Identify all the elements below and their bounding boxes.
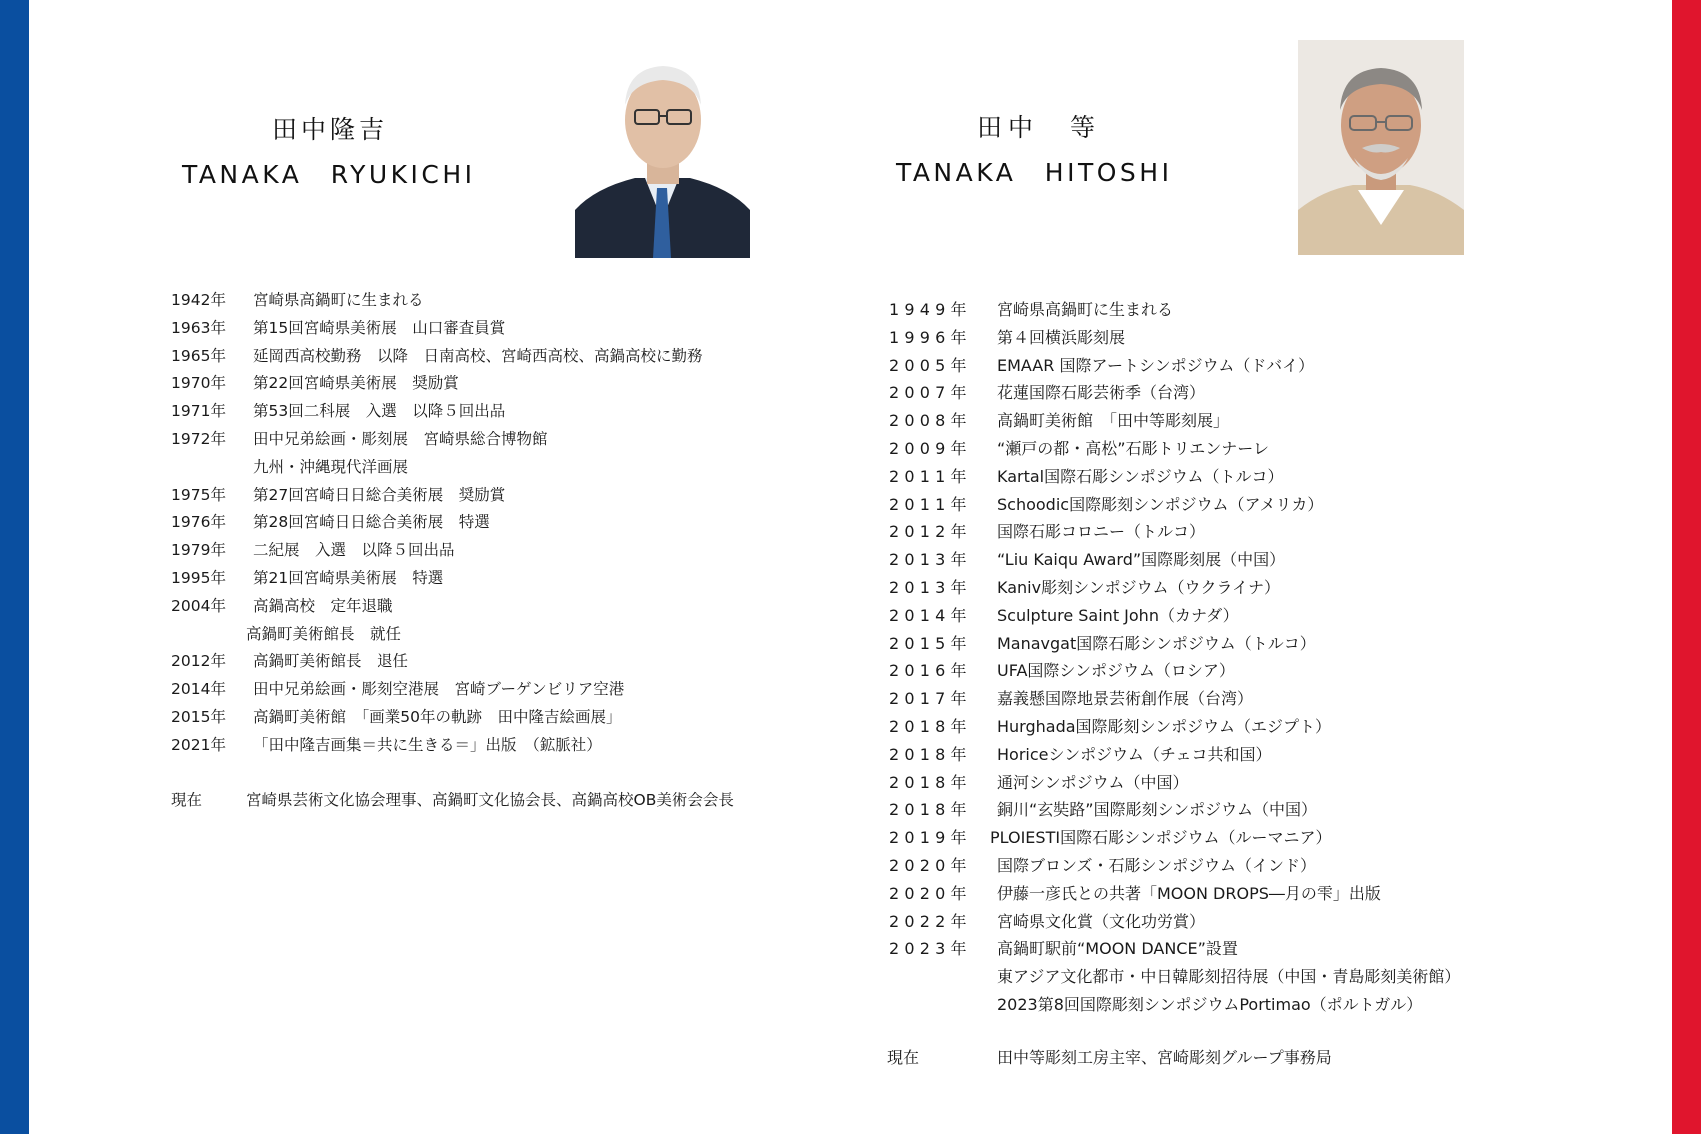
current-label: 現在 xyxy=(171,791,203,809)
left-name-japanese: 田中隆吉 xyxy=(272,115,389,144)
current-text: 田中等彫刻工房主宰、宮崎彫刻グループ事務局 xyxy=(997,1048,1332,1067)
right-red-bar xyxy=(1672,0,1701,1134)
left-name-english: TANAKA RYUKICHI xyxy=(182,160,476,189)
right-portrait-photo xyxy=(1298,40,1464,255)
current-label: 現在 xyxy=(887,1048,920,1067)
right-name-english: TANAKA HITOSHI xyxy=(896,158,1173,187)
current-text: 宮崎県芸術文化協会理事、高鍋町文化協会長、高鍋高校OB美術会会長 xyxy=(246,791,734,809)
right-name-japanese: 田中 等 xyxy=(977,113,1102,142)
left-current-position xyxy=(171,788,821,816)
left-portrait-photo xyxy=(575,60,750,258)
left-blue-bar xyxy=(0,0,29,1134)
right-current-position xyxy=(887,1045,1607,1073)
